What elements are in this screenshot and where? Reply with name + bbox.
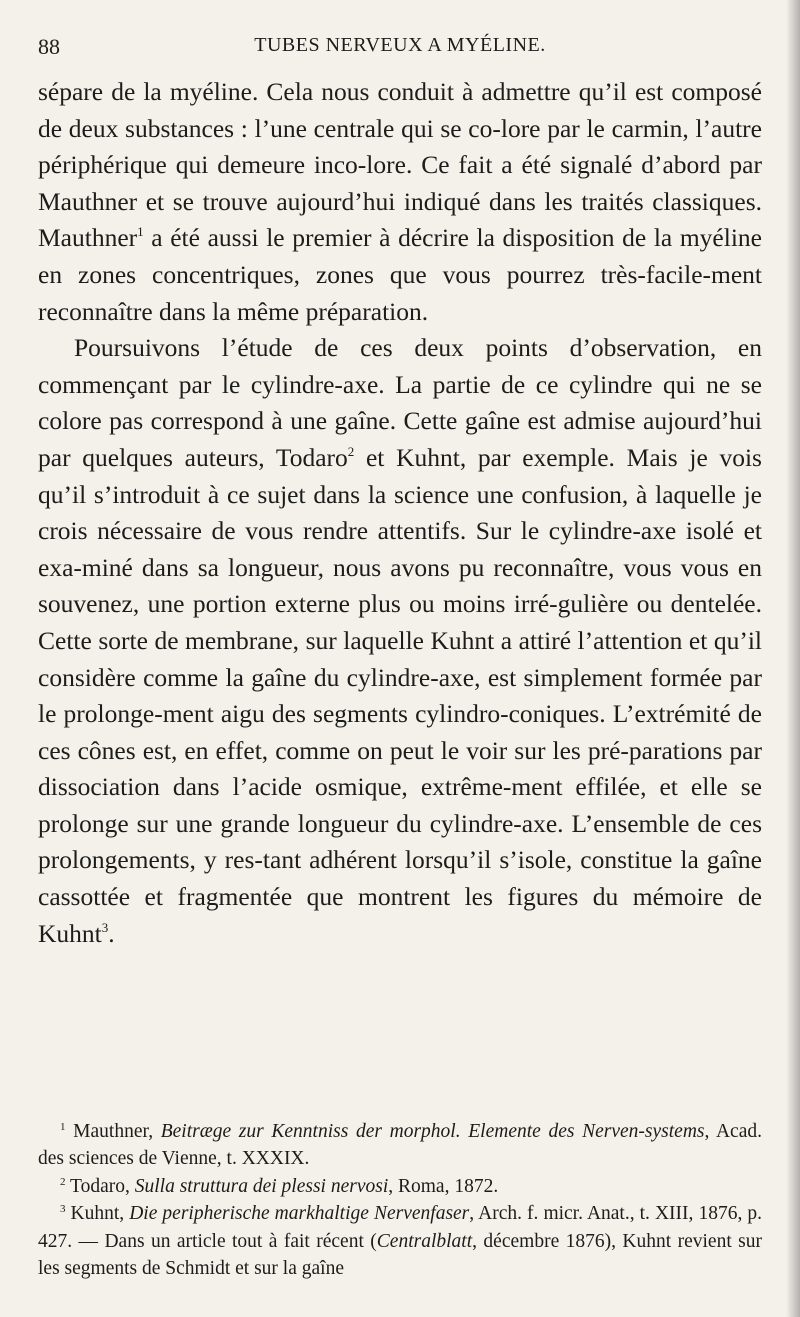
- text-run: Kuhnt,: [65, 1203, 130, 1225]
- running-title: TUBES NERVEUX A MYÉLINE.: [254, 34, 546, 56]
- footnote: [38, 1173, 762, 1200]
- footnote-ref: 2: [347, 443, 355, 459]
- text-run: .: [108, 918, 115, 948]
- paragraph: [38, 330, 762, 952]
- italic-title: Centralblatt: [376, 1230, 473, 1252]
- text-run: Mauthner,: [65, 1121, 161, 1142]
- italic-title: Sulla struttura dei plessi nervosi: [134, 1175, 389, 1197]
- italic-title: Die peripherische markhaltige Nervenfaser: [129, 1203, 470, 1225]
- page-header: [38, 34, 762, 64]
- text-run: sépare de la myéline. Cela nous conduit à admettre qu’il est composé de deux substances : l’une centrale qui se co-lore par le carmin, l’autre périphérique qui demeure inco-lore. Ce fait a été signalé d’abord par Mauthner et se trouve aujourd’hui indiqué dans les traités classiques. Mauthner: [38, 77, 762, 253]
- footnote-ref: 3: [101, 919, 109, 935]
- italic-title: Beitræge zur Kenntniss der morphol. Elemente des Nerven-systems: [160, 1121, 705, 1142]
- footnote: [38, 1118, 762, 1173]
- text-run: , Arch. f. micr. Anat., t. XIII, 1876, p. 427. — Dans un article tout à fait récent (: [38, 1203, 763, 1252]
- text-run: , Acad. des sciences de Vienne, t. XXXIX.: [38, 1121, 762, 1170]
- text-run: , décembre 1876), Kuhnt revient sur les segments de Schmidt et sur la gaîne: [38, 1230, 762, 1280]
- text-run: a été aussi le premier à décrire la disposition de la myéline en zones concentriques, zones que vous pourrez très-facile-ment reconnaître dans la même préparation.: [38, 223, 762, 326]
- main-text: [38, 74, 762, 952]
- footnote-ref: 1: [137, 224, 144, 240]
- text-run: , Roma, 1872.: [388, 1175, 499, 1197]
- text-run: et Kuhnt, par exemple. Mais je vois qu’il s’introduit à ce sujet dans la science une confusion, à laquelle je crois nécessaire de vous rendre attentifs. Sur le cylindre-axe isolé et exa-miné dans sa longueur, nous avons pu reconnaître, vous vous en souvenez, une portion externe plus ou moins irré-gulière ou dentelée. Cette sorte de membrane, sur laquelle Kuhnt a attiré l’attention et qu’il considère comme la gaîne du cylindre-axe, est simplement formée par le prolonge-ment aigu des segments cylindro-coniques. L’extrémité de ces cônes est, en effet, comme on peut le voir sur les pré-parations par dissociation dans l’acide osmique, extrême-ment effilée, et elle se prolonge sur une grande longueur du cylindre-axe. L’ensemble de ces prolongements, y res-tant adhérent lorsqu’il s’isole, constitue la gaîne cassottée et fragmentée que montrent les figures du mémoire de Kuhnt: [38, 442, 762, 948]
- paragraph: [38, 74, 762, 330]
- footnotes: [38, 1118, 762, 1282]
- text-run: Poursuivons l’étude de ces deux points d’observation, en commençant par le cylindre-axe. La partie de ce cylindre qui ne se colore pas correspond à une gaîne. Cette gaîne est admise aujourd’hui par quelques auteurs, Todaro: [38, 333, 762, 472]
- footnote-marker: 1: [60, 1121, 66, 1133]
- footnote-marker: 2: [60, 1175, 66, 1188]
- footnote: [38, 1200, 762, 1282]
- page-edge-shadow: [786, 0, 800, 1317]
- text-run: Todaro,: [65, 1175, 135, 1197]
- page-number: 88: [38, 34, 60, 59]
- footnote-marker: 3: [60, 1203, 66, 1216]
